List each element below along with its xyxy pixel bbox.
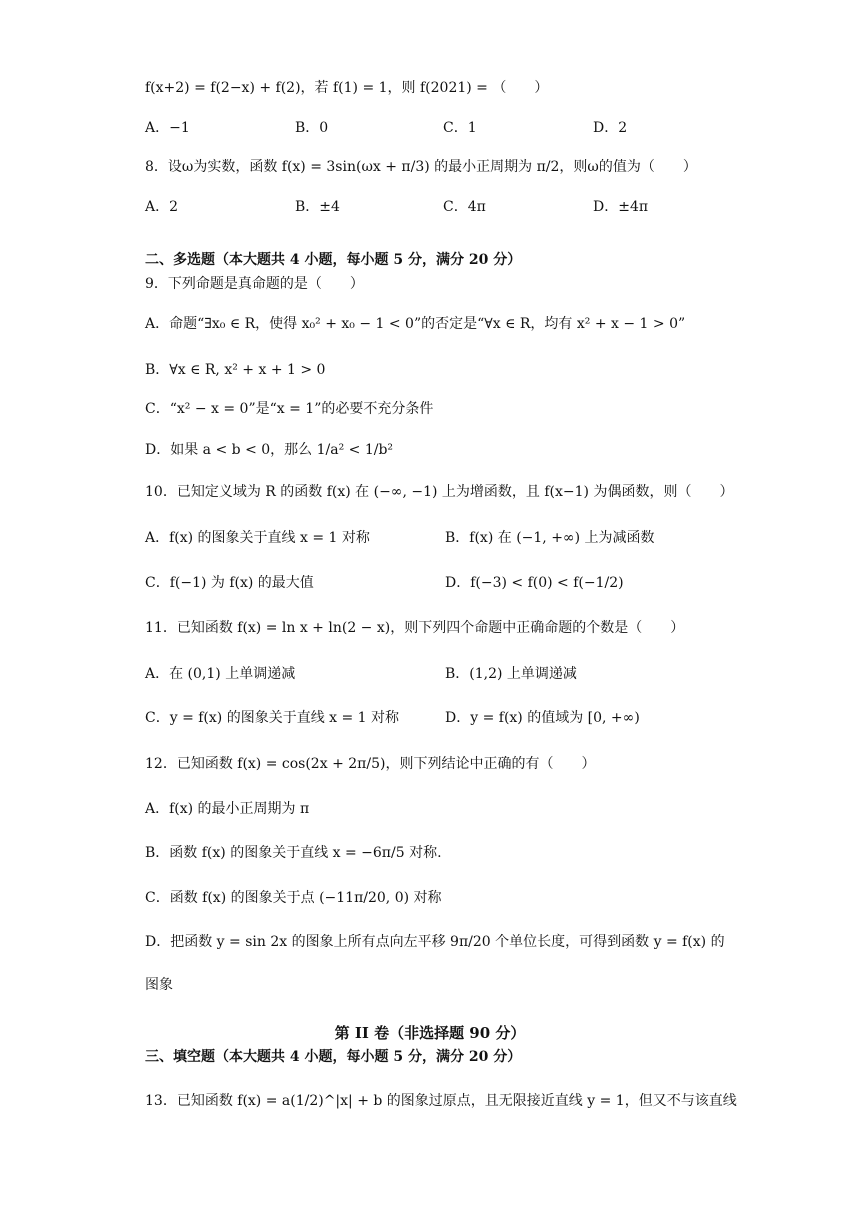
part-two-title: 第 II 卷（非选择题 90 分）: [334, 1024, 526, 1042]
q13-stem: 13．已知函数 f(x) = a(1/2)^|x| + b 的图象过原点，且无限接近直线 y = 1，但又不与该直线: [145, 1093, 737, 1109]
q8-stem: 8．设ω为实数，函数 f(x) = 3sin(ωx + π/3) 的最小正周期为 π/2，则ω的值为（ ）: [145, 159, 697, 175]
q7-option-b: B．0: [295, 120, 329, 136]
q8-option-b: B．±4: [295, 199, 340, 215]
section-multi-choice-title: 二、多选题（本大题共 4 小题，每小题 5 分，满分 20 分）: [145, 252, 522, 268]
q8-option-d: D．±4π: [593, 199, 649, 215]
q10-option-a: A．f(x) 的图象关于直线 x = 1 对称: [145, 530, 370, 546]
q10-option-c: C．f(−1) 为 f(x) 的最大值: [145, 575, 314, 591]
section-fill-blank-title: 三、填空题（本大题共 4 小题，每小题 5 分，满分 20 分）: [145, 1049, 522, 1065]
q12-option-b: B．函数 f(x) 的图象关于直线 x = −6π/5 对称.: [145, 845, 442, 861]
q12-option-d: D．把函数 y = sin 2x 的图象上所有点向左平移 9π/20 个单位长度，可得到函数 y = f(x) 的: [145, 934, 725, 950]
q11-option-d: D．y = f(x) 的值域为 [0, +∞): [445, 710, 640, 726]
q12-option-d-continued: 图象: [145, 977, 173, 993]
q10-option-d: D．f(−3) < f(0) < f(−1/2): [445, 575, 624, 591]
q12-stem: 12．已知函数 f(x) = cos(2x + 2π/5)，则下列结论中正确的有（ ）: [145, 756, 596, 772]
q12-option-a: A．f(x) 的最小正周期为 π: [145, 801, 310, 817]
q9-option-b: B．∀x ∈ R, x² + x + 1 > 0: [145, 362, 326, 378]
q8-option-a: A．2: [145, 199, 179, 215]
q9-option-a: A．命题“∃x₀ ∈ R，使得 x₀² + x₀ − 1 < 0”的否定是“∀x ∈ R，均有 x² + x − 1 > 0”: [145, 316, 686, 332]
q11-option-b: B．(1,2) 上单调递减: [445, 666, 577, 682]
q11-option-a: A．在 (0,1) 上单调递减: [145, 666, 296, 682]
q10-stem: 10．已知定义域为 R 的函数 f(x) 在 (−∞, −1) 上为增函数，且 f(x−1) 为偶函数，则（ ）: [145, 484, 734, 500]
q11-stem: 11．已知函数 f(x) = ln x + ln(2 − x)，则下列四个命题中正确命题的个数是（ ）: [145, 620, 685, 636]
q7-option-d: D．2: [593, 120, 628, 136]
q7-option-a: A．−1: [145, 120, 190, 136]
q7-option-c: C．1: [443, 120, 477, 136]
q7-stem-tail: f(x+2) = f(2−x) + f(2)，若 f(1) = 1，则 f(2021) = （ ）: [145, 80, 549, 96]
q11-option-c: C．y = f(x) 的图象关于直线 x = 1 对称: [145, 710, 400, 726]
q9-option-d: D．如果 a < b < 0，那么 1/a² < 1/b²: [145, 442, 394, 458]
q9-stem: 9．下列命题是真命题的是（ ）: [145, 276, 364, 292]
q10-option-b: B．f(x) 在 (−1, +∞) 上为减函数: [445, 530, 655, 546]
q9-option-c: C．“x² − x = 0”是“x = 1”的必要不充分条件: [145, 401, 434, 417]
q12-option-c: C．函数 f(x) 的图象关于点 (−11π/20, 0) 对称: [145, 890, 442, 906]
q8-option-c: C．4π: [443, 199, 486, 215]
